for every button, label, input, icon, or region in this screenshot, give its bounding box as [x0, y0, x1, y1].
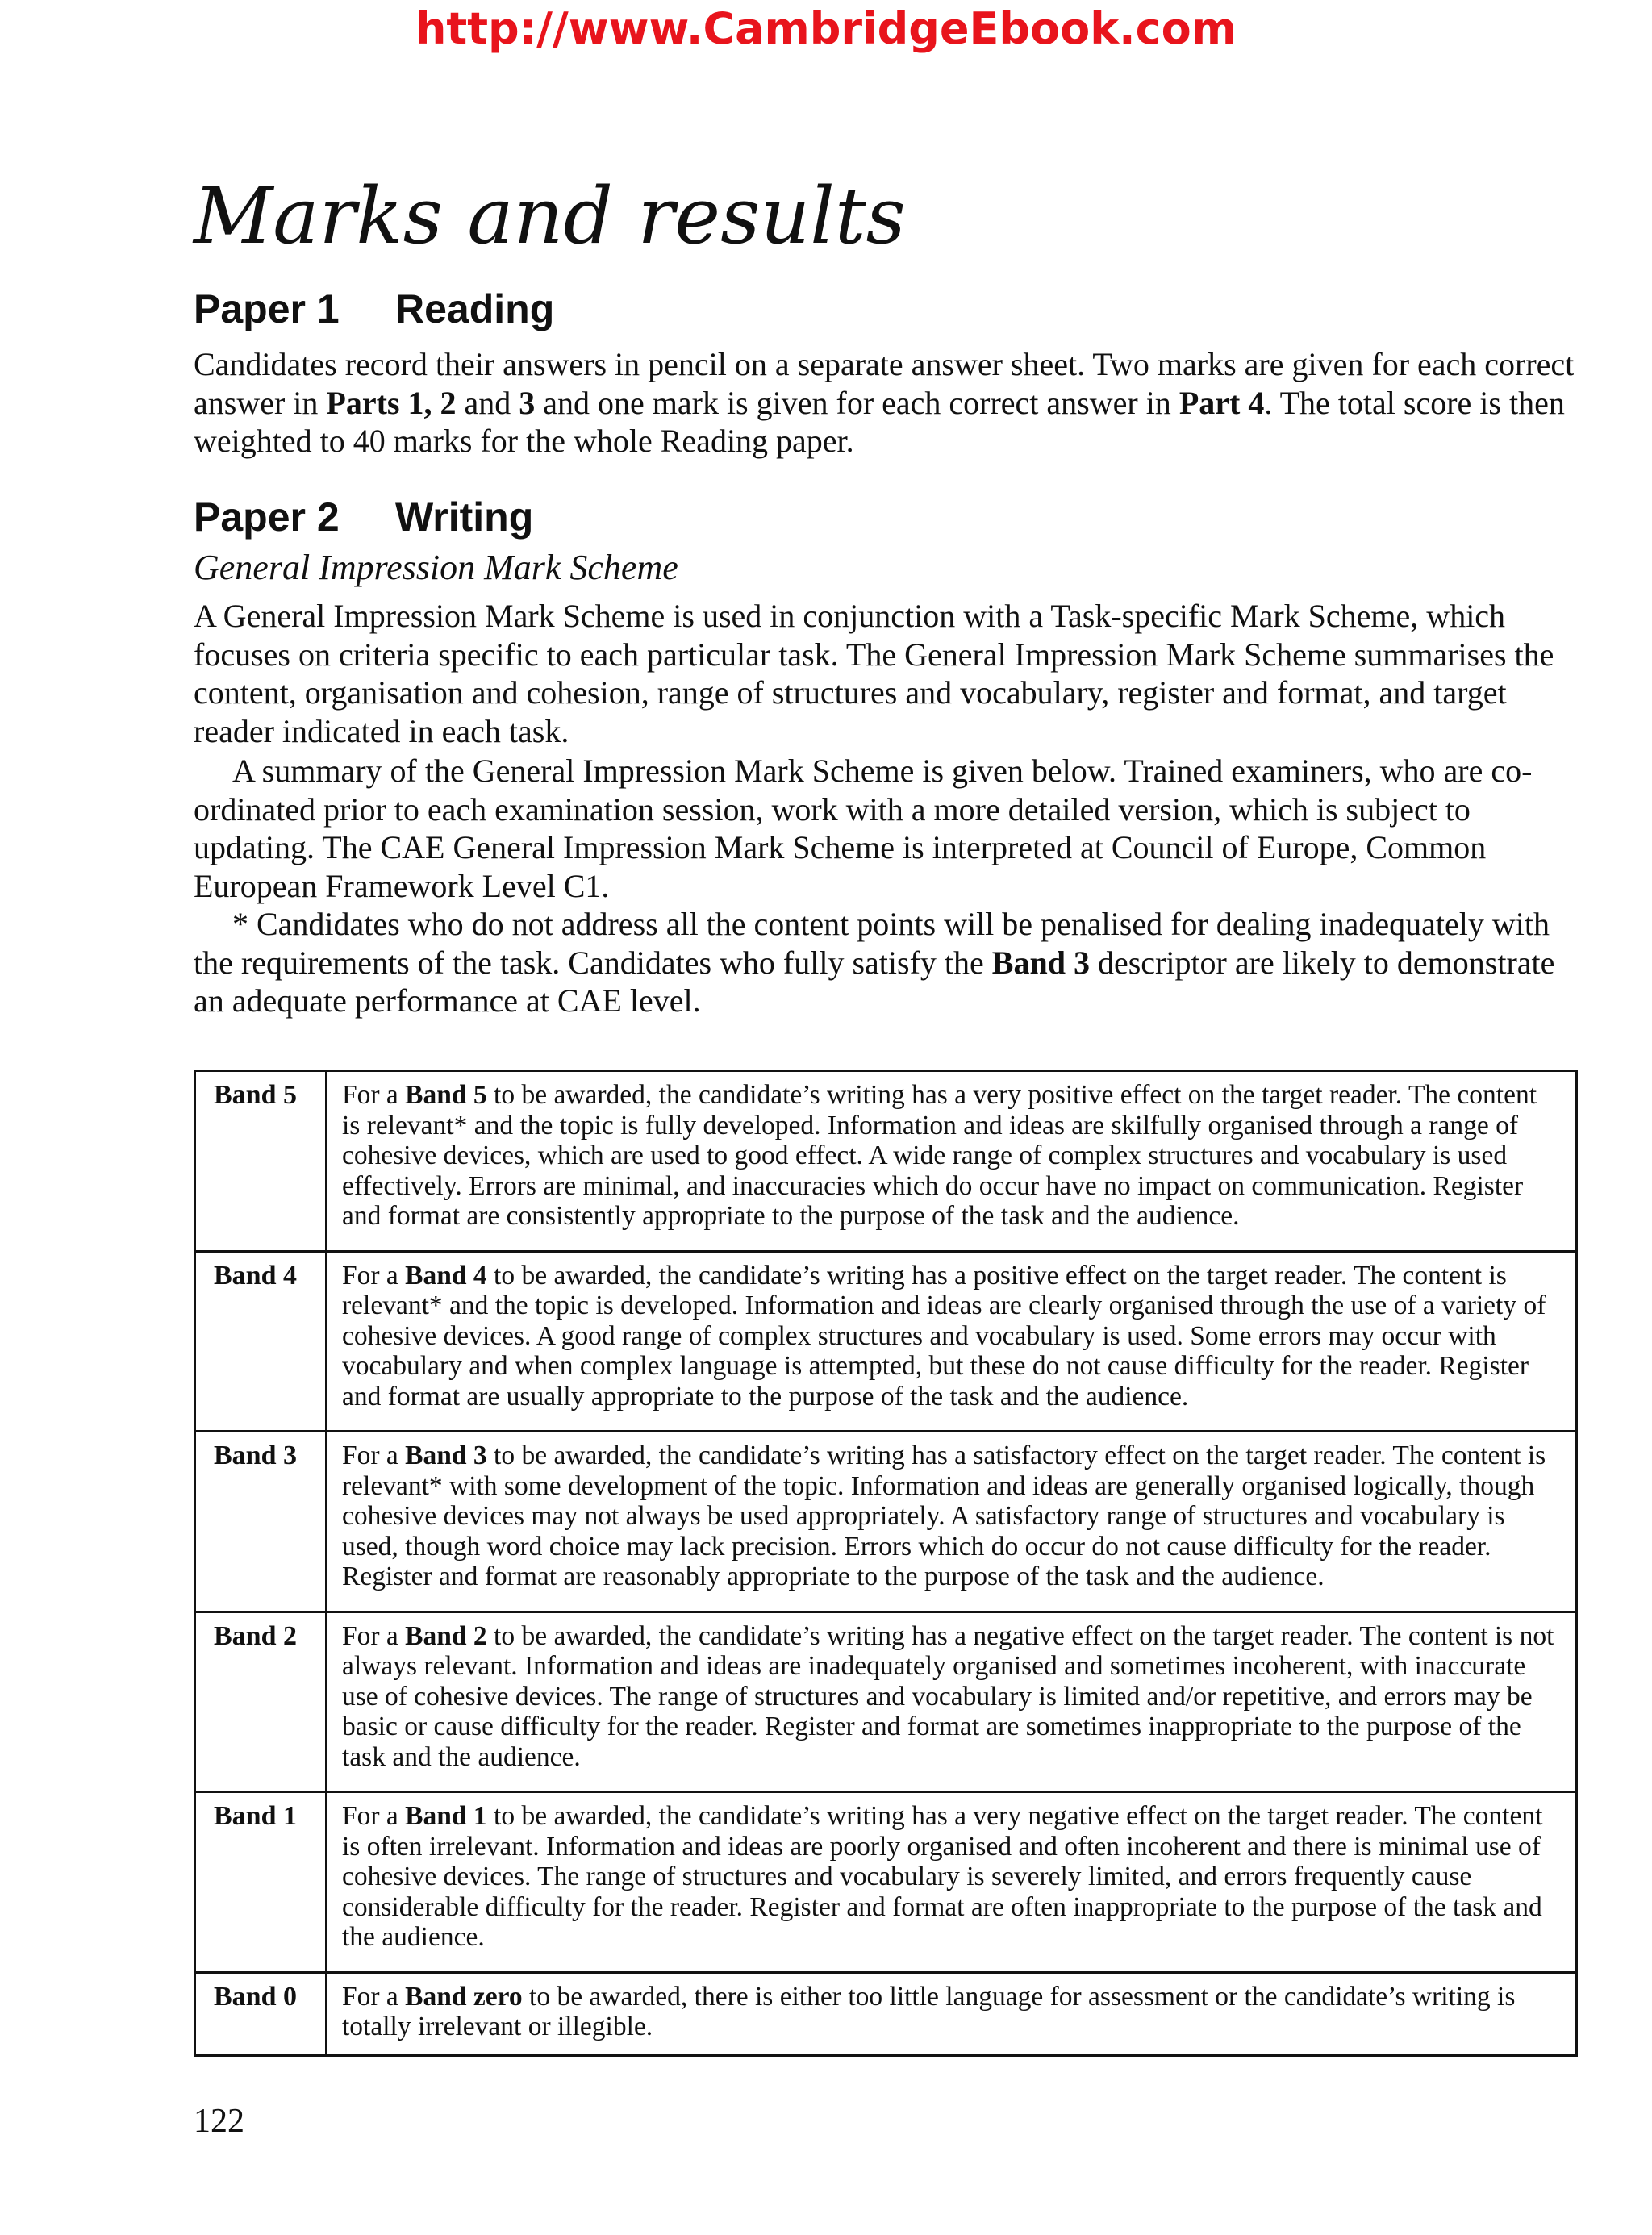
band-bold: Band 4 [405, 1260, 487, 1291]
band-bold: Band zero [405, 1981, 523, 2012]
paper-1-name: Reading [395, 286, 555, 331]
band-bold: Band 5 [405, 1080, 487, 1110]
paragraph-3-text-part: * Candidates who do not address all the content points will be penalised for dealing inadequately with the requirements of the task. Candidates who fully satisfy the [194, 906, 1550, 981]
band-label: Band 3 [195, 1432, 327, 1612]
band-row [195, 1612, 1577, 1792]
band-label: Band 0 [195, 1972, 327, 2055]
band-description [327, 1612, 1577, 1792]
band-text: to be awarded, the candidate’s writing has a positive effect on the target reader. The content is relevant* and the topic is developed. Information and ideas are clearly organised through the use of a variety of cohesive devices. A good range of complex structures and vocabulary is used. Some errors may occur with vocabulary and when complex language is attempted, but these do not cause difficulty for the reader. Register and format are usually appropriate to the purpose of the task and the audience. [342, 1260, 1546, 1411]
band-row [195, 1432, 1577, 1612]
band-label: Band 5 [195, 1071, 327, 1252]
paper-1-bold-part-3: 3 [519, 384, 536, 421]
page-title: Marks and results [194, 171, 906, 261]
band-description [327, 1792, 1577, 1973]
band-description [327, 1251, 1577, 1432]
band-label: Band 2 [195, 1612, 327, 1792]
page-number: 122 [194, 2103, 244, 2140]
paper-1-number: Paper 1 [194, 286, 340, 331]
paper-1-heading [194, 287, 554, 331]
paper-2-name: Writing [395, 494, 534, 540]
band-descriptors-table [194, 1070, 1578, 2057]
band-bold: Band 2 [405, 1620, 487, 1651]
band-text: For a [342, 1080, 406, 1110]
band-text: For a [342, 1620, 406, 1651]
band-row [195, 1972, 1577, 2055]
paper-1-bold-part-4: Part 4 [1179, 384, 1265, 421]
band-row [195, 1251, 1577, 1432]
band-text: For a [342, 1981, 406, 2012]
paper-1-text-part: and [456, 384, 519, 421]
band-bold: Band 3 [405, 1441, 487, 1471]
paper-1-description [194, 345, 1581, 461]
band-text: to be awarded, the candidate’s writing has a very negative effect on the target reader. The content is often irrelevant. Information and ideas are poorly organised and often incoherent and there is minimal use of cohesive devices. The range of structures and vocabulary is severely limited, and errors frequently cause considerable difficulty for the reader. Register and format are often inappropriate to the purpose of the task and the audience. [342, 1801, 1543, 1953]
paper-1-text-part: . The total score is then weighted to 40 marks for the whole Reading paper. [194, 384, 1565, 459]
band-label: Band 1 [195, 1792, 327, 1973]
paper-2-number: Paper 2 [194, 494, 340, 540]
band-label: Band 4 [195, 1251, 327, 1432]
band-text: For a [342, 1260, 406, 1291]
paper-1-text-part: and one mark is given for each correct answer in [535, 384, 1179, 421]
band-text: to be awarded, the candidate’s writing has a negative effect on the target reader. The content is not always relevant. Information and ideas are inadequately organised and sometimes incoherent, with inaccurate use of cohesive devices. The range of structures and vocabulary is limited and/or repetitive, and errors may be basic or cause difficulty for the reader. Register and format are sometimes inappropriate to the purpose of the task and the audience. [342, 1620, 1554, 1772]
band-text: For a [342, 1441, 406, 1471]
paper-2-paragraph-3 [194, 905, 1581, 1020]
band-text: to be awarded, the candidate’s writing has a very positive effect on the target reader. The content is relevant* and the topic is fully developed. Information and ideas are skilfully organised through a range of cohesive devices, which are used to good effect. A wide range of complex structures and vocabulary is used effectively. Errors are minimal, and inaccuracies which do occur have no impact on communication. Register and format are consistently appropriate to the purpose of the task and the audience. [342, 1080, 1537, 1231]
paragraph-3-text-part: descriptor are likely to demonstrate an adequate performance at CAE level. [194, 944, 1555, 1019]
header-url-link[interactable]: http://www.CambridgeEbook.com [415, 3, 1237, 54]
paper-1-bold-parts: Parts 1, 2 [326, 384, 457, 421]
paper-2-paragraph-1: A General Impression Mark Scheme is used in conjunction with a Task-specific Mark Scheme, which focuses on criteria specific to each particular task. The General Impression Mark Scheme summarises the content, organisation and cohesion, range of structures and vocabulary, register and format, and target reader indicated in each task. [194, 598, 1554, 749]
band-text: to be awarded, the candidate’s writing has a satisfactory effect on the target reader. The content is relevant* with some development of the topic. Information and ideas are generally organised logically, though cohesive devices may not always be used appropriately. A satisfactory range of structures and vocabulary is used, though word choice may lack precision. Errors which do occur do not cause difficulty for the reader. Register and format are reasonably appropriate to the purpose of the task and the audience. [342, 1441, 1546, 1592]
band-description [327, 1432, 1577, 1612]
paper-2-paragraph-2: A summary of the General Impression Mark Scheme is given below. Trained examiners, who are co-ordinated prior to each examination session, work with a more detailed version, which is subject to updating. The CAE General Impression Mark Scheme is interpreted at Council of Europe, Common European Framework Level C1. [194, 753, 1533, 904]
paper-2-heading [194, 495, 533, 540]
band-text: For a [342, 1801, 406, 1832]
band-row [195, 1792, 1577, 1973]
band-description [327, 1071, 1577, 1252]
mark-scheme-subheading: General Impression Mark Scheme [194, 548, 678, 587]
band-bold: Band 1 [405, 1801, 487, 1832]
paragraph-3-bold-band: Band 3 [991, 944, 1090, 981]
band-description [327, 1972, 1577, 2055]
band-text: to be awarded, there is either too little language for assessment or the candidate’s writing is totally irrelevant or illegible. [342, 1981, 1516, 2042]
paper-1-text-part: Candidates record their answers in pencil on a separate answer sheet. Two marks are given for each correct answer in [194, 346, 1575, 421]
band-row [195, 1071, 1577, 1252]
